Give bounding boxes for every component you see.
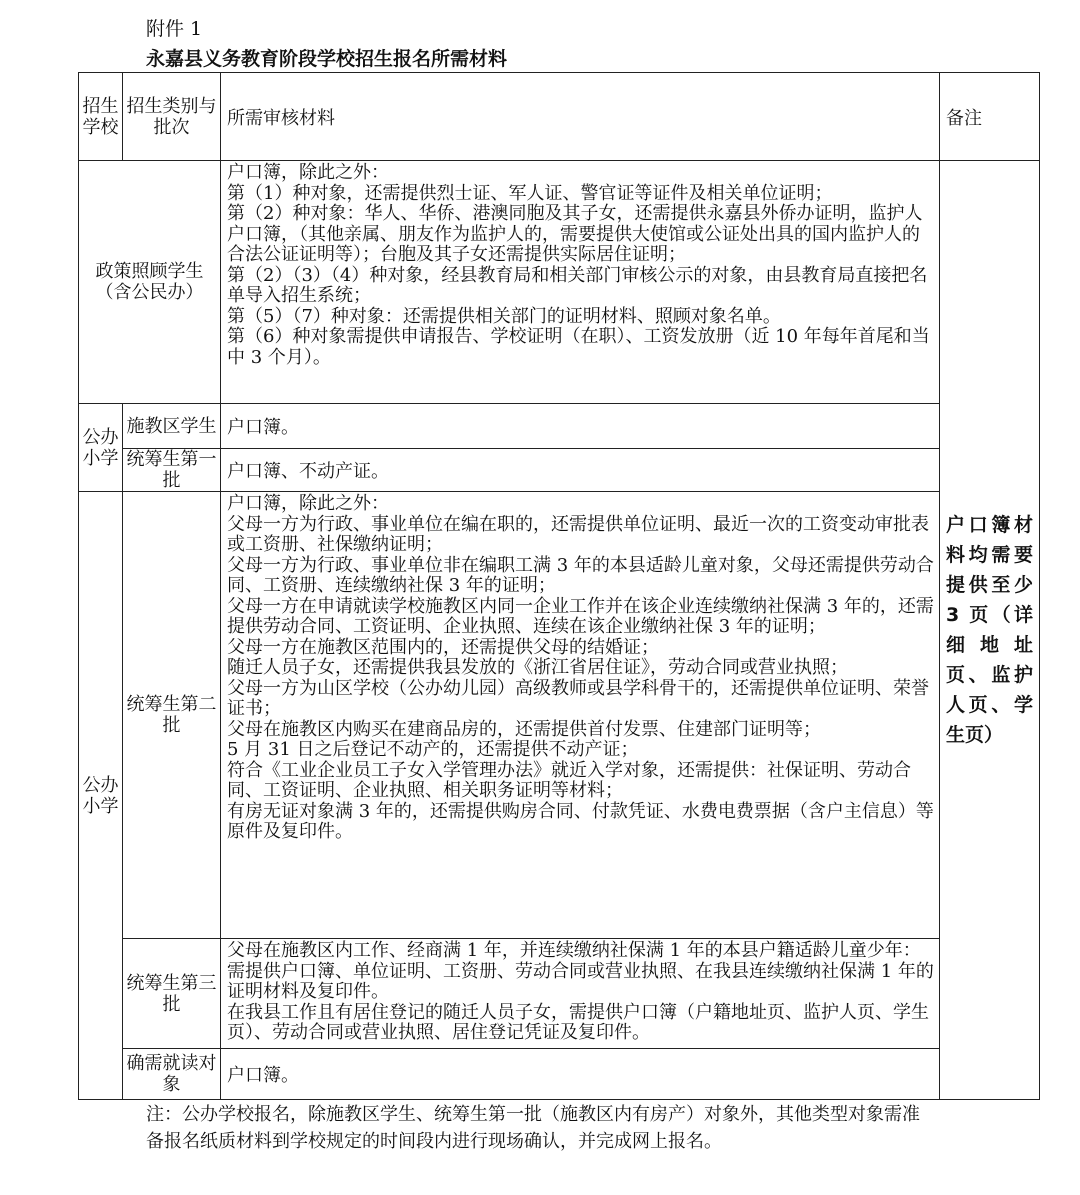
header-remarks: 备注 [940, 73, 1040, 161]
category-catchment: 施教区学生 [123, 404, 221, 449]
material-line: 第（2）（3）（4）种对象，经县教育局和相关部门审核公示的对象，由县教育局直接把名单导入招生系统； [227, 264, 928, 306]
material-line: 父母一方为山区学校（公办幼儿园）高级教师或县学科骨干的，还需提供单位证明、荣誉证书； [227, 677, 929, 719]
material-line: 父母在施教区内购买在建商品房的，还需提供首付发票、住建部门证明等； [227, 718, 821, 740]
material-line: 第（5）（7）种对象：还需提供相关部门的证明材料、照顾对象名单。 [227, 305, 781, 327]
category-batch3: 统筹生第三批 [123, 939, 221, 1049]
material-line: 符合《工业企业员工子女入学管理办法》就近入学对象，还需提供：社保证明、劳动合同、工资证明、企业执照、相关职务证明等材料； [227, 759, 911, 801]
materials-catchment: 户口簿。 [221, 404, 940, 449]
material-line: 父母一方为行政、事业单位在编在职的，还需提供单位证明、最近一次的工资变动审批表或工资册、社保缴纳证明； [227, 513, 929, 555]
material-line: 户口簿，除此之外： [227, 493, 389, 514]
table-row [79, 492, 1040, 939]
material-line: 随迁人员子女，还需提供我县发放的《浙江省居住证》，劳动合同或营业执照； [227, 657, 848, 678]
material-line: 第（2）种对象：华人、华侨、港澳同胞及其子女，还需提供永嘉县外侨办证明，监护人户口簿，（其他亲属、朋友作为监护人的，需要提供大使馆或公证处出具的国内监护人的合法公证证明等）；台胞及其子女还需提供实际居住证明； [227, 203, 923, 265]
materials-batch3 [221, 939, 940, 1049]
table-row [79, 404, 1040, 449]
table-row [79, 939, 1040, 1049]
header-school: 招生学校 [79, 73, 123, 161]
materials-policy [221, 161, 940, 404]
material-line: 户口簿，除此之外： [227, 162, 389, 183]
material-line: 有房无证对象满 3 年的，还需提供购房合同、付款凭证、水费电费票据（含户主信息）等原件及复印件。 [227, 800, 934, 842]
material-line: 父母在施教区内工作、经商满 1 年，并连续缴纳社保满 1 年的本县户籍适龄儿童少年：需提供户口簿、单位证明、工资册、劳动合同或营业执照、在我县连续缴纳社保满 1 年的证明材料及复印件。 [227, 940, 934, 1002]
footnote: 注：公办学校报名，除施教区学生、统筹生第一批（施教区内有房产）对象外，其他类型对象需准备报名纸质材料到学校规定的时间段内进行现场确认，并完成网上报名。 [146, 1104, 920, 1152]
table-row [79, 1049, 1040, 1100]
remark-note: 户口簿材料均需要提供至少 3 页（详细地址页、监护人页、学生页） [940, 161, 1040, 1100]
material-line: 父母一方在施教区范围内的，还需提供父母的结婚证； [227, 636, 659, 658]
header-category: 招生类别与批次 [123, 73, 221, 161]
materials-confirm: 户口簿。 [221, 1049, 940, 1100]
table-header-row [79, 73, 1040, 161]
header-materials: 所需审核材料 [221, 73, 940, 161]
attachment-label: 附件 1 [146, 18, 203, 40]
materials-table [78, 72, 1040, 1100]
materials-batch2 [221, 492, 940, 939]
category-batch1: 统筹生第一批 [123, 449, 221, 492]
materials-batch1: 户口簿、不动产证。 [221, 449, 940, 492]
category-policy: 政策照顾学生（含公民办） [79, 161, 221, 404]
material-line: 5 月 31 日之后登记不动产的，还需提供不动产证； [227, 739, 639, 760]
category-confirm: 确需就读对象 [123, 1049, 221, 1100]
document-title: 永嘉县义务教育阶段学校招生报名所需材料 [146, 48, 508, 70]
material-line: 父母一方为行政、事业单位非在编职工满 3 年的本县适龄儿童对象，父母还需提供劳动合同、工资册、连续缴纳社保 3 年的证明； [227, 554, 934, 596]
material-line: 父母一方在申请就读学校施教区内同一企业工作并在该企业连续缴纳社保满 3 年的，还需提供劳动合同、工资证明、企业执照、连续在该企业缴纳社保 3 年的证明； [227, 595, 934, 637]
school-group-1: 公办小学 [79, 404, 123, 492]
school-group-2: 公办小学 [79, 492, 123, 1100]
table-row [79, 449, 1040, 492]
table-row [79, 161, 1040, 404]
category-batch2: 统筹生第二批 [123, 492, 221, 939]
material-line: 第（6）种对象需提供申请报告、学校证明（在职）、工资发放册（近 10 年每年首尾和当中 3 个月）。 [227, 326, 930, 368]
material-line: 第（1）种对象，还需提供烈士证、军人证、警官证等证件及相关单位证明； [227, 182, 833, 204]
material-line: 在我县工作且有居住登记的随迁人员子女，需提供户口簿（户籍地址页、监护人页、学生页）、劳动合同或营业执照、居住登记凭证及复印件。 [227, 1001, 929, 1043]
